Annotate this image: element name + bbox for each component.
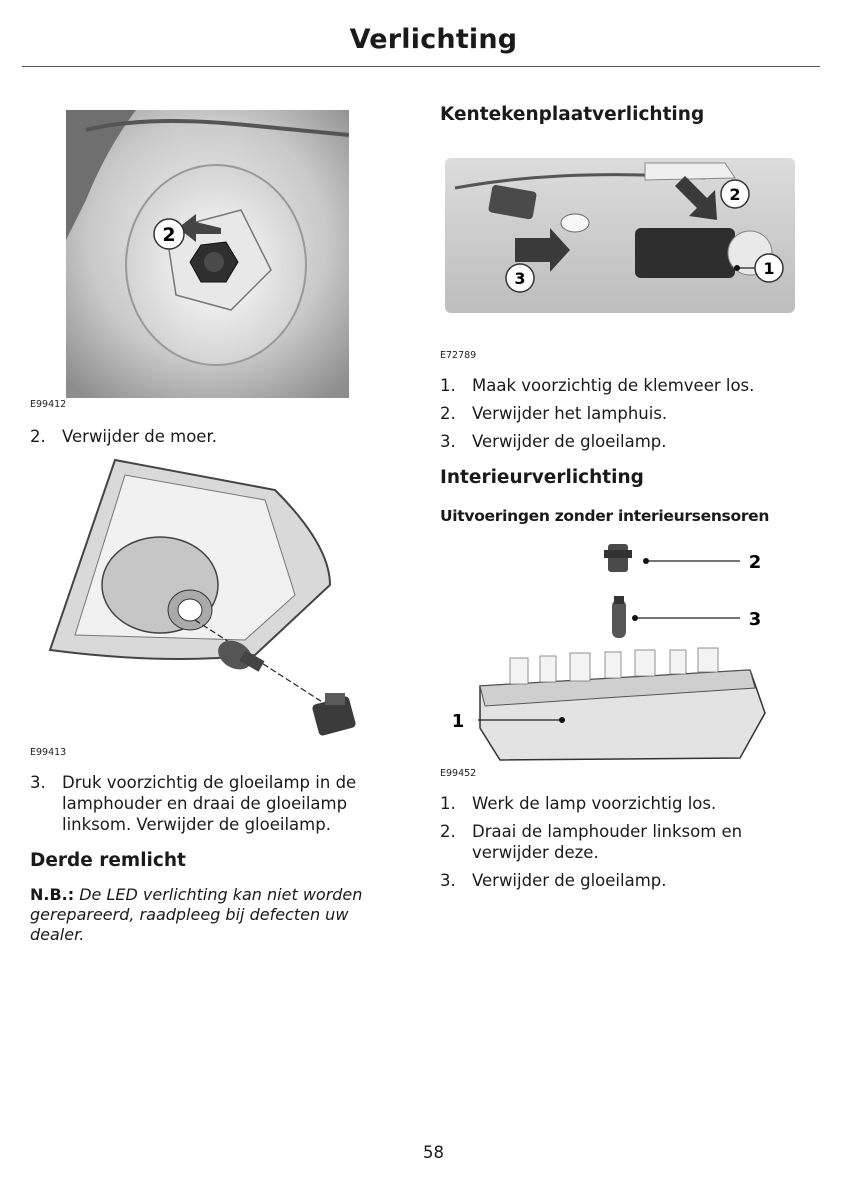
callout-1: 1 [763, 259, 775, 278]
step-3: 3. Druk voorzichtig de gloeilamp in de lamphouder en draai de gloeilamp linksom. Verwijder de gloeilamp. [30, 773, 357, 834]
callout-2: 2 [162, 224, 176, 246]
figure-license-plate-light [445, 158, 795, 313]
callout-2: 2 [748, 552, 762, 573]
note: N.B.: De LED verlichting kan niet worden gerepareerd, raadpleeg bij defecten uw dealer. [30, 885, 363, 944]
callout-2: 2 [729, 185, 741, 204]
step-2: 2. Draai de lamphouder linksom en verwijder deze. [440, 822, 743, 862]
figure-code: E99452 [440, 768, 477, 779]
section-heading-license-plate-light: Kentekenplaatverlichting [440, 104, 705, 125]
page-title: Verlichting [349, 24, 518, 55]
figure-bulb-removal [45, 455, 385, 747]
lamp-housing-icon [635, 228, 735, 278]
figure-interior-light [440, 538, 770, 766]
callout-3: 3 [748, 609, 762, 630]
lamp-holder-icon [604, 544, 632, 572]
figure-nut-removal [66, 110, 349, 398]
section-heading-interior-light: Interieurverlichting [440, 467, 644, 488]
subheading: Uitvoeringen zonder interieursensoren [440, 507, 770, 525]
figure-code: E72789 [440, 350, 477, 361]
title-divider [22, 66, 820, 67]
section-heading-third-brake-light: Derde remlicht [30, 850, 186, 871]
bulb-icon [612, 596, 626, 638]
figure-code: E99413 [30, 747, 67, 758]
page-number: 58 [423, 1143, 444, 1162]
figure-code: E99412 [30, 399, 67, 410]
callout-3: 3 [514, 269, 526, 288]
callout-1: 1 [451, 711, 465, 732]
